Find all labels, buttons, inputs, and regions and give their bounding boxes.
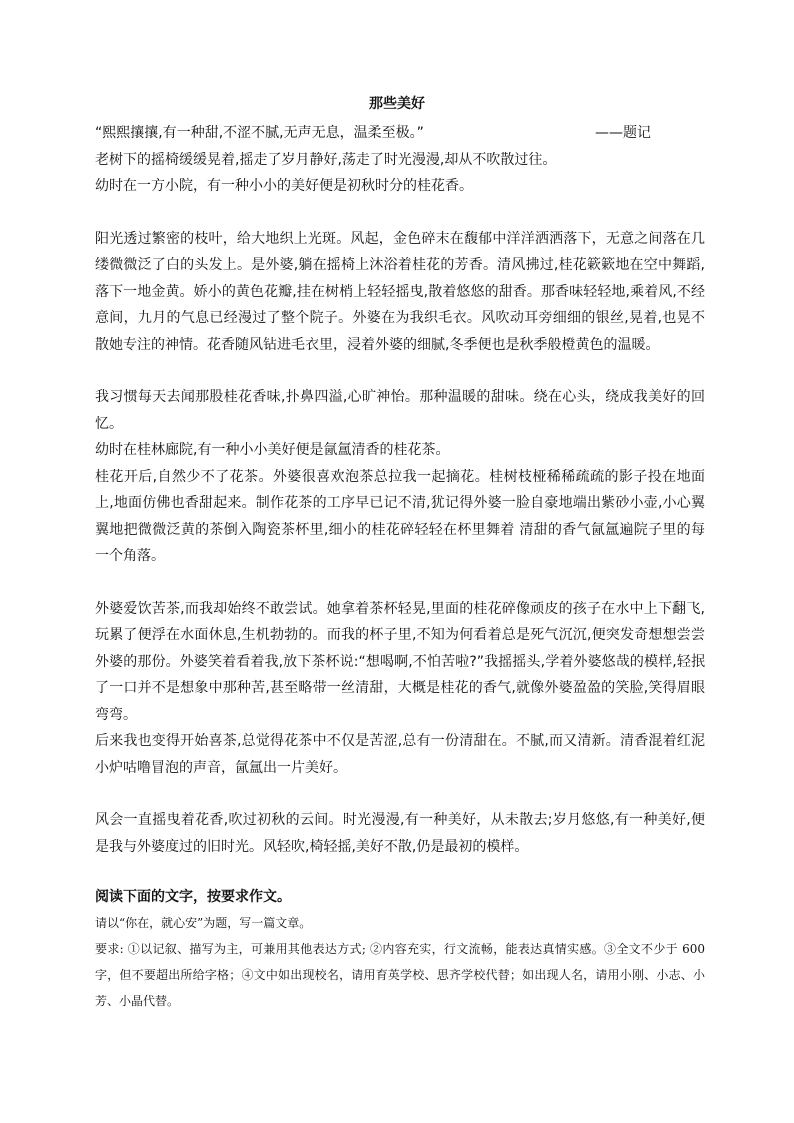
prompt-instruction: 请以“你在，就心安”为题，写一篇文章。	[95, 916, 312, 930]
paragraph-gap	[95, 200, 705, 226]
prompt-heading: 阅读下面的文字，按要求作文。	[95, 889, 291, 905]
paragraph: 幼时在一方小院，有一种小小的美好便是初秋时分的桂花香。	[95, 178, 473, 194]
essay-body	[95, 120, 705, 1014]
essay-title: 那些美好	[369, 96, 425, 112]
paragraph: 外婆爱饮苦茶,而我却始终不敢尝试。她拿着茶杯轻晃,里面的桂花碎像顽皮的孩子在水中上下翻飞,玩累了便浮在水面休息,生机勃勃的。而我的杯子里,不知为何看着总是死气沉沉,便突发奇想想尝尝外婆的那份。外婆笑着看着我,放下茶杯说:“想喝啊,不怕苦啦?”我摇摇头,学着外婆悠哉的模样,轻抿了一口并不是想象中那种苦,甚至略带一丝清甜，大概是桂花的香气,就像外婆盈盈的笑脸,笑得眉眼弯弯。	[95, 600, 705, 723]
paragraph: 幼时在桂林廊院,有一种小小美好便是氤氲清香的桂花茶。	[95, 442, 450, 458]
paragraph-gap	[95, 860, 705, 884]
paragraph: 阳光透过繁密的枝叶，给大地织上光斑。风起，金色碎末在馥郁中洋洋洒洒落下，无意之间落在几缕微微泛了白的头发上。是外婆,躺在摇椅上沐浴着桂花的芳香。清风拂过,桂花簌簌地在空中舞蹈,落下一地金黄。娇小的黄色花瓣,挂在树梢上轻轻摇曳,散着悠悠的甜香。那香味轻轻地,乘着风,不经意间，九月的气息已经漫过了整个院子。外婆在为我织毛衣。风吹动耳旁细细的银丝,晃着,也晃不散她专注的神情。花香随风钻进毛衣里，浸着外婆的细腻,冬季便也是秋季般橙黄色的温暖。	[95, 230, 705, 353]
paragraph: 桂花开后,自然少不了花茶。外婆很喜欢泡茶总拉我一起摘花。桂树枝桠稀稀疏疏的影子投在地面上,地面仿佛也香甜起来。制作花茶的工序早已记不清,犹记得外婆一脸自豪地端出紫砂小壶,小心翼翼地把微微泛黄的茶倒入陶瓷茶杯里,细小的桂花碎轻轻在杯里舞着 清甜的香气氤氲遍院子里的每一个角落。	[95, 468, 705, 564]
paragraph-gap	[95, 358, 705, 384]
paragraph: 风会一直摇曳着花香,吹过初秋的云间。时光漫漫,有一种美好，从未散去;岁月悠悠,有一种美好,便是我与外婆度过的旧时光。风轻吹,椅轻摇,美好不散,仍是最初的模样。	[95, 812, 705, 855]
paragraph: 老树下的摇椅缓缓晃着,摇走了岁月静好,荡走了时光漫漫,却从不吹散过往。	[95, 151, 557, 168]
paragraph: 后来我也变得开始喜茶,总觉得花茶中不仅是苦涩,总有一份清甜在。不腻,而又清新。清香混着红泥小炉咕噜冒泡的声音，氤氲出一片美好。	[95, 733, 705, 776]
paragraph-gap	[95, 570, 705, 596]
epigraph-source: ——题记	[595, 125, 651, 141]
paragraph: 我习惯每天去闻那股桂花香味,扑鼻四溢,心旷神怡。那种温暖的甜味。绕在心头，绕成我美好的回忆。	[95, 389, 705, 432]
epigraph-quote: “熙熙攘攘,有一种甜,不涩不腻,无声无息，温柔至极。”	[95, 125, 424, 141]
epigraph	[95, 120, 705, 147]
paragraph-gap	[95, 781, 705, 807]
prompt-requirements: 要求: ①以记叙、描写为主，可兼用其他表达方式; ②内容充实，行文流畅，能表达真情实感。③全文不少于 600 字，但不要超出所给字格；④文中如出现校名，请用育英学校、思齐学校代替；如出现人名，请用小刚、小志、小芳、小晶代替。	[95, 942, 705, 1008]
